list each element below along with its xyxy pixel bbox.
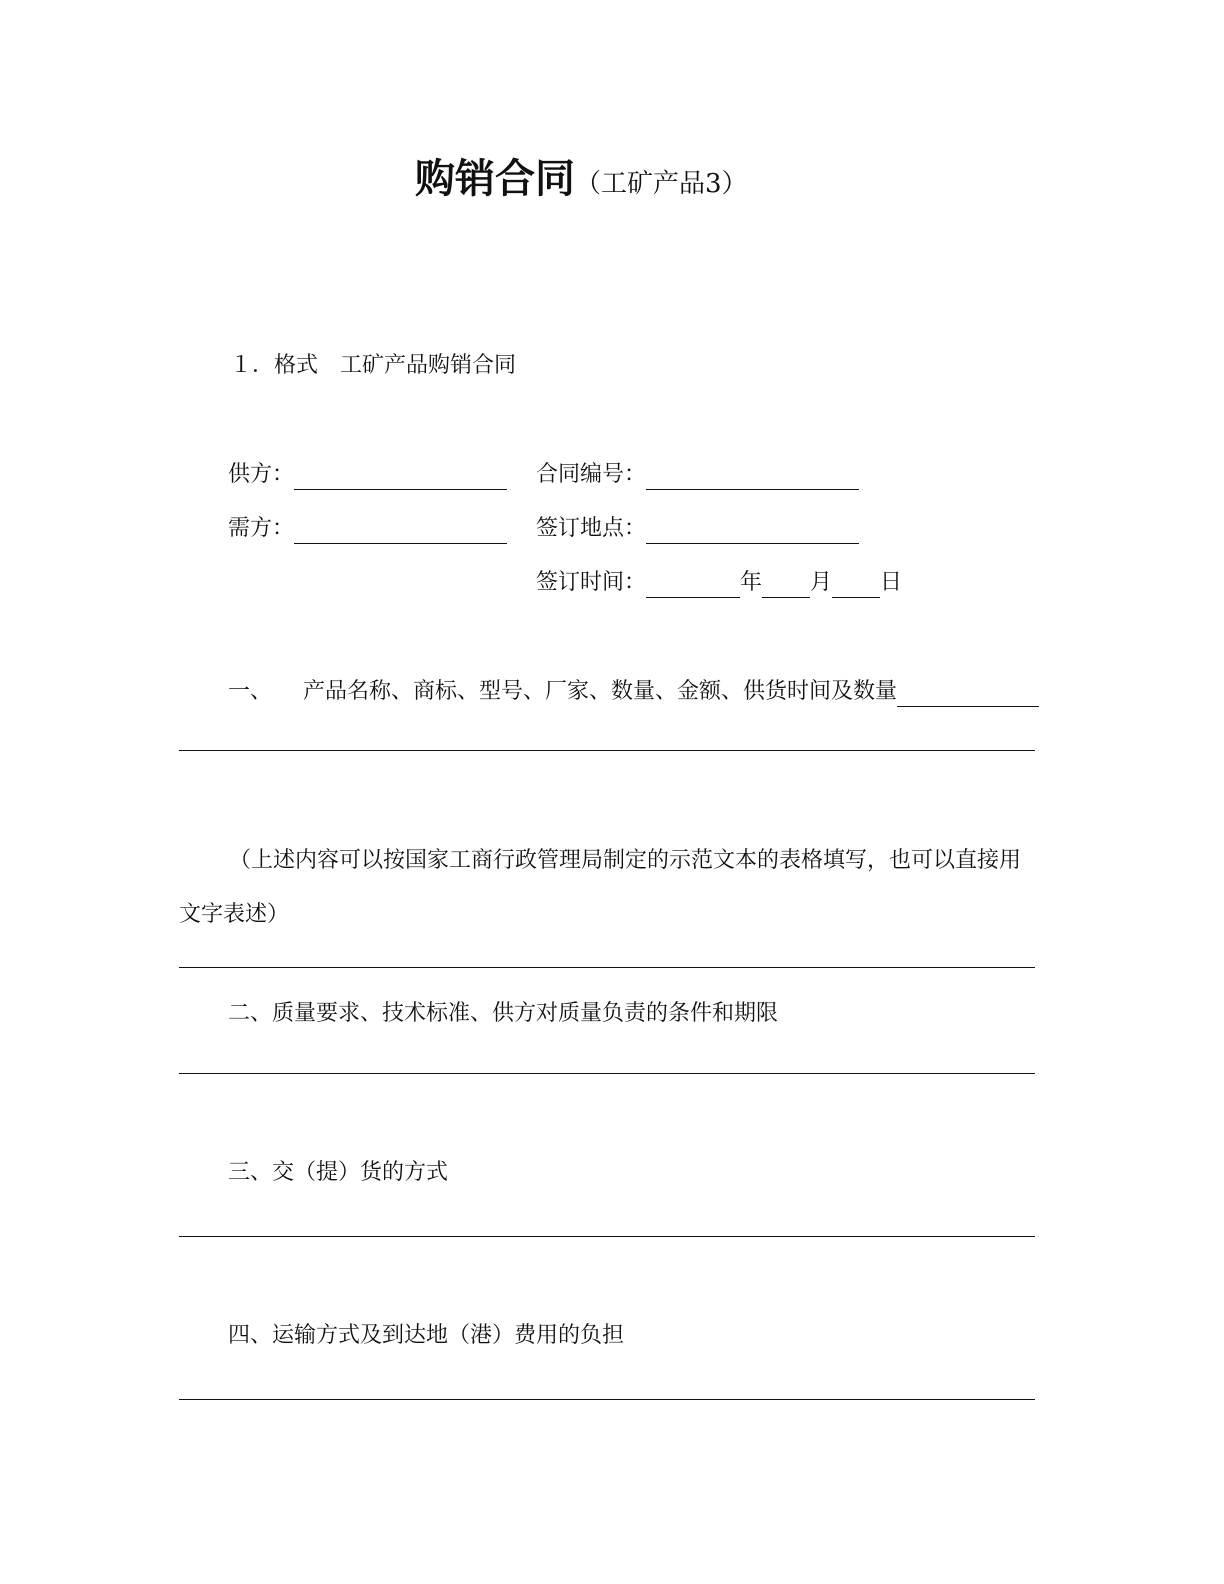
day-blank[interactable] xyxy=(832,573,880,598)
buyer-label: 需方： xyxy=(228,516,295,541)
sign-time-label: 签订时间： xyxy=(536,570,647,595)
month-blank[interactable] xyxy=(762,573,810,598)
buyer-field xyxy=(228,514,507,544)
sign-place-blank[interactable] xyxy=(646,519,859,544)
section-2-answer-line[interactable] xyxy=(179,1073,1035,1074)
supplier-label: 供方： xyxy=(228,462,295,487)
section-2-heading: 二、质量要求、技术标准、供方对质量负责的条件和期限 xyxy=(228,1001,779,1026)
month-label: 月 xyxy=(810,570,833,595)
buyer-blank[interactable] xyxy=(294,519,507,544)
day-label: 日 xyxy=(880,570,903,595)
sign-place-label: 签订地点： xyxy=(536,516,647,541)
section-4-answer-line[interactable] xyxy=(179,1399,1035,1400)
sign-time-field xyxy=(536,568,902,598)
note-text: （上述内容可以按国家工商行政管理局制定的示范文本的表格填写，也可以直接用文字表述） xyxy=(179,848,1022,927)
title-sub: （工矿产品3） xyxy=(575,169,748,199)
section-1-inline-blank[interactable] xyxy=(897,682,1039,707)
contract-no-blank[interactable] xyxy=(646,465,859,490)
note-paragraph xyxy=(179,834,1035,942)
section-3-heading: 三、交（提）货的方式 xyxy=(228,1160,449,1185)
document-title xyxy=(415,147,748,204)
section-3-answer-line[interactable] xyxy=(179,1236,1035,1237)
supplier-blank[interactable] xyxy=(294,465,507,490)
year-blank[interactable] xyxy=(646,573,740,598)
section-1-heading xyxy=(303,677,1039,707)
section-1-answer-line[interactable] xyxy=(179,750,1035,751)
note-answer-line[interactable] xyxy=(179,967,1035,968)
format-line: １．格式 工矿产品购销合同 xyxy=(230,353,517,378)
year-label: 年 xyxy=(740,570,763,595)
contract-no-label: 合同编号： xyxy=(536,462,647,487)
contract-no-field xyxy=(536,460,859,490)
section-4-heading: 四、运输方式及到达地（港）费用的负担 xyxy=(228,1323,625,1348)
section-1-number: 一、 xyxy=(228,679,273,704)
supplier-field xyxy=(228,460,507,490)
sign-place-field xyxy=(536,514,859,544)
section-1-text: 产品名称、商标、型号、厂家、数量、金额、供货时间及数量 xyxy=(303,679,898,704)
title-main: 购销合同 xyxy=(415,156,575,202)
